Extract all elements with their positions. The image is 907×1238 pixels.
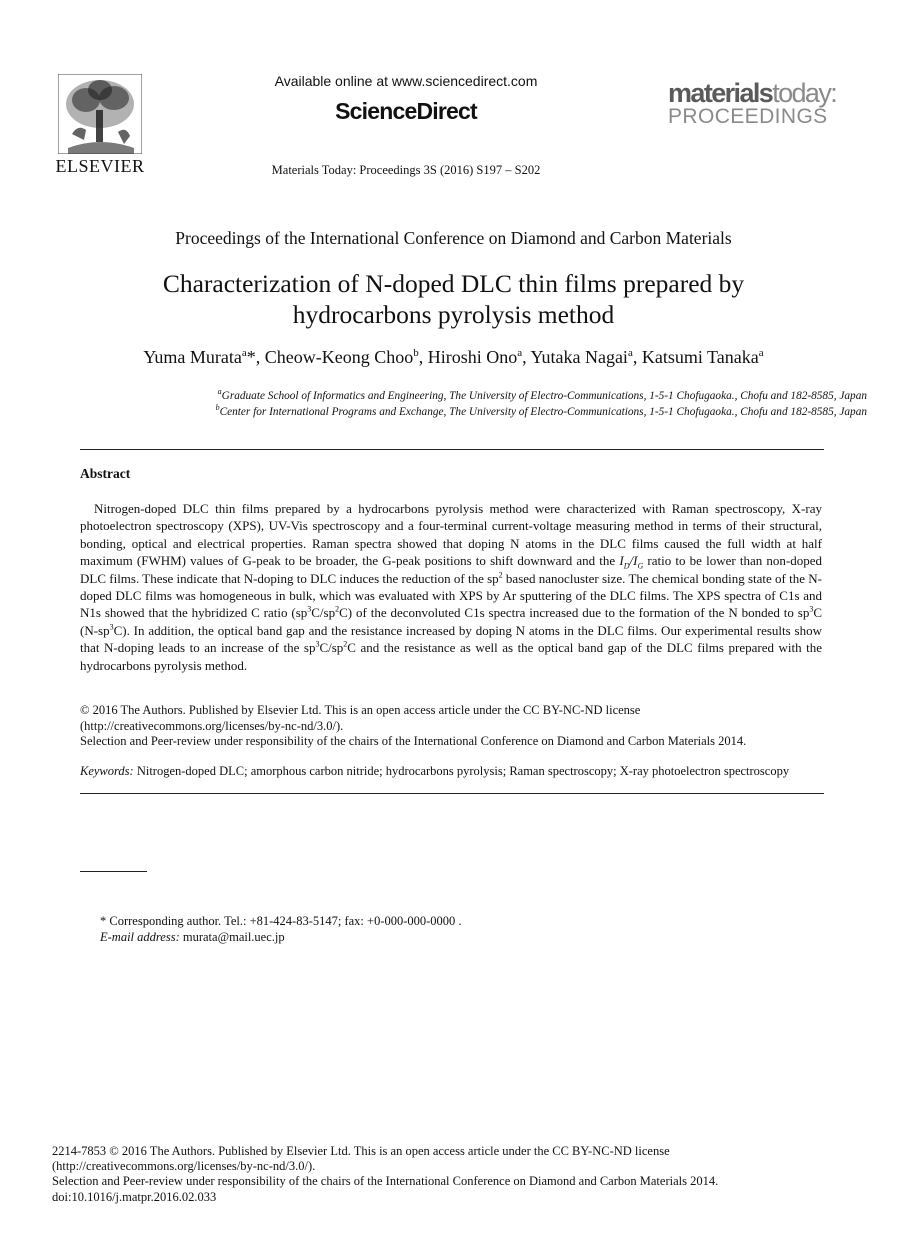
- author-affil-mark: a: [627, 347, 633, 359]
- paper-title: [60, 268, 847, 330]
- materials-today-logo: [668, 80, 868, 127]
- mt-logo-materials: materials: [668, 78, 773, 108]
- author-affil-mark: a: [241, 347, 247, 359]
- abstract-body: Nitrogen-doped DLC thin films prepared by a hydrocarbons pyrolysis method were characterized with Raman spectroscopy, X-ray photoelectron spectroscopy (XPS), UV-Vis spectroscopy and a four-terminal current-voltage measuring method in terms of their structural, bonding, optical and electrical properties. Raman spectra showed that doping N atoms in the DLC films caused the full width at half maximum (FWHM) values of G-peak to be broader, the G-peak positions to shift downward and the $I_D/I_G$ ratio to be lower than non-doped DLC films. These indicate that N-doping to DLC induces the reduction of the $sp^2$ based nanocluster size. The chemical bonding state of the N-doped DLC films was homogeneous in bulk, which was evaluated with XPS by Ar sputtering of the DLC films. The XPS spectra of C1s and N1s showed that the hybridized C ratio $(sp^3C/sp^2C)$ of the deconvoluted C1s spectra increased due to the formation of the N bonded to $sp^3C$ $(N-sp^3C)$. In addition, the optical band gap and the resistance increased by doping N atoms in the DLC films. Our experimental results show that N-doping leads to an increase of the $sp^3C/sp^2C$ and the resistance as well as the optical band gap of the DLC films prepared with the hydrocarbons pyrolysis method.: [80, 501, 822, 673]
- corresponding-author: * Corresponding author. Tel.: +81-424-83-5147; fax: +0-000-000-0000 .: [100, 914, 462, 928]
- title-line-1: Characterization of N-doped DLC thin films prepared by: [162, 269, 745, 298]
- corresponding-footnote: [100, 913, 800, 945]
- footnote-rule: [80, 871, 147, 872]
- author-separator: ,: [255, 347, 265, 367]
- elsevier-tree-icon: [58, 74, 142, 154]
- title-line-2: hydrocarbons pyrolysis method: [292, 300, 615, 329]
- elsevier-logo: [50, 74, 150, 178]
- mt-logo-colon: :: [830, 78, 837, 108]
- author-name: Hiroshi Ono: [427, 347, 518, 367]
- email-label: E-mail address:: [100, 930, 180, 944]
- author-name: Yuma Murata: [143, 347, 242, 367]
- sciencedirect-brand: ScienceDirect: [335, 98, 477, 124]
- affiliation-b: [40, 403, 867, 418]
- abstract-heading: Abstract: [80, 466, 131, 481]
- footer-issn-line: 2214-7853 © 2016 The Authors. Published by Elsevier Ltd. This is an open access article under the CC BY-NC-ND license: [52, 1144, 670, 1158]
- divider-bottom: [80, 793, 824, 794]
- keywords-text: Nitrogen-doped DLC; amorphous carbon nitride; hydrocarbons pyrolysis; Raman spectroscopy; X-ray photoelectron spectroscopy: [133, 764, 790, 778]
- journal-citation: Materials Today: Proceedings 3S (2016) S197 – S202: [271, 163, 541, 177]
- author-name: Cheow-Keong Choo: [264, 347, 414, 367]
- available-online: Available online at www.sciencedirect.com: [274, 73, 538, 89]
- page-footer: [52, 1144, 852, 1205]
- keywords: [80, 764, 840, 779]
- elsevier-wordmark: ELSEVIER: [55, 156, 145, 176]
- author-name: Katsumi Tanaka: [641, 347, 759, 367]
- author-name: Yutaka Nagai: [530, 347, 628, 367]
- copyright-notice: [80, 703, 840, 750]
- mt-logo-proceedings: PROCEEDINGS: [668, 105, 828, 128]
- email-address[interactable]: murata@mail.uec.jp: [179, 930, 285, 944]
- peer-review-line: Selection and Peer-review under responsibility of the chairs of the International Conference on Diamond and Carbon Materials 2014.: [80, 734, 747, 748]
- author-separator: ,: [418, 347, 428, 367]
- license-link[interactable]: (http://creativecommons.org/licenses/by-nc-nd/3.0/).: [80, 718, 344, 733]
- affiliation-text: Center for International Programs and Exchange, The University of Electro-Communications, 1-5-1 Chofugaoka., Chofu and 182-8585, Japan: [219, 405, 867, 418]
- footer-doi[interactable]: doi:10.1016/j.matpr.2016.02.033: [52, 1189, 217, 1204]
- mt-logo-today: today: [772, 78, 831, 108]
- conference-name: Proceedings of the International Conference on Diamond and Carbon Materials: [175, 228, 732, 248]
- affiliation-mark: a: [217, 387, 222, 396]
- author-affil-mark: b: [413, 347, 419, 359]
- affiliation-mark: b: [215, 403, 220, 412]
- divider-top: [80, 449, 824, 450]
- author-affil-mark: a: [758, 347, 764, 359]
- affiliation-text: Graduate School of Informatics and Engineering, The University of Electro-Communications, 1-5-1 Chofugaoka., Chofu and 182-8585, Japan: [221, 389, 867, 402]
- copyright-line: © 2016 The Authors. Published by Elsevier Ltd. This is an open access article under the CC BY-NC-ND license: [80, 703, 641, 717]
- affiliation-a: [40, 387, 867, 402]
- keywords-label: Keywords:: [80, 764, 134, 778]
- corresponding-mark: *: [246, 347, 256, 367]
- author-affil-mark: a: [517, 347, 523, 359]
- author-list: [40, 347, 867, 368]
- author-separator: ,: [632, 347, 642, 367]
- footer-license-link[interactable]: (http://creativecommons.org/licenses/by-nc-nd/3.0/).: [52, 1159, 316, 1174]
- author-separator: ,: [522, 347, 531, 367]
- footer-peer-review: Selection and Peer-review under responsibility of the chairs of the International Conference on Diamond and Carbon Materials 2014.: [52, 1174, 719, 1189]
